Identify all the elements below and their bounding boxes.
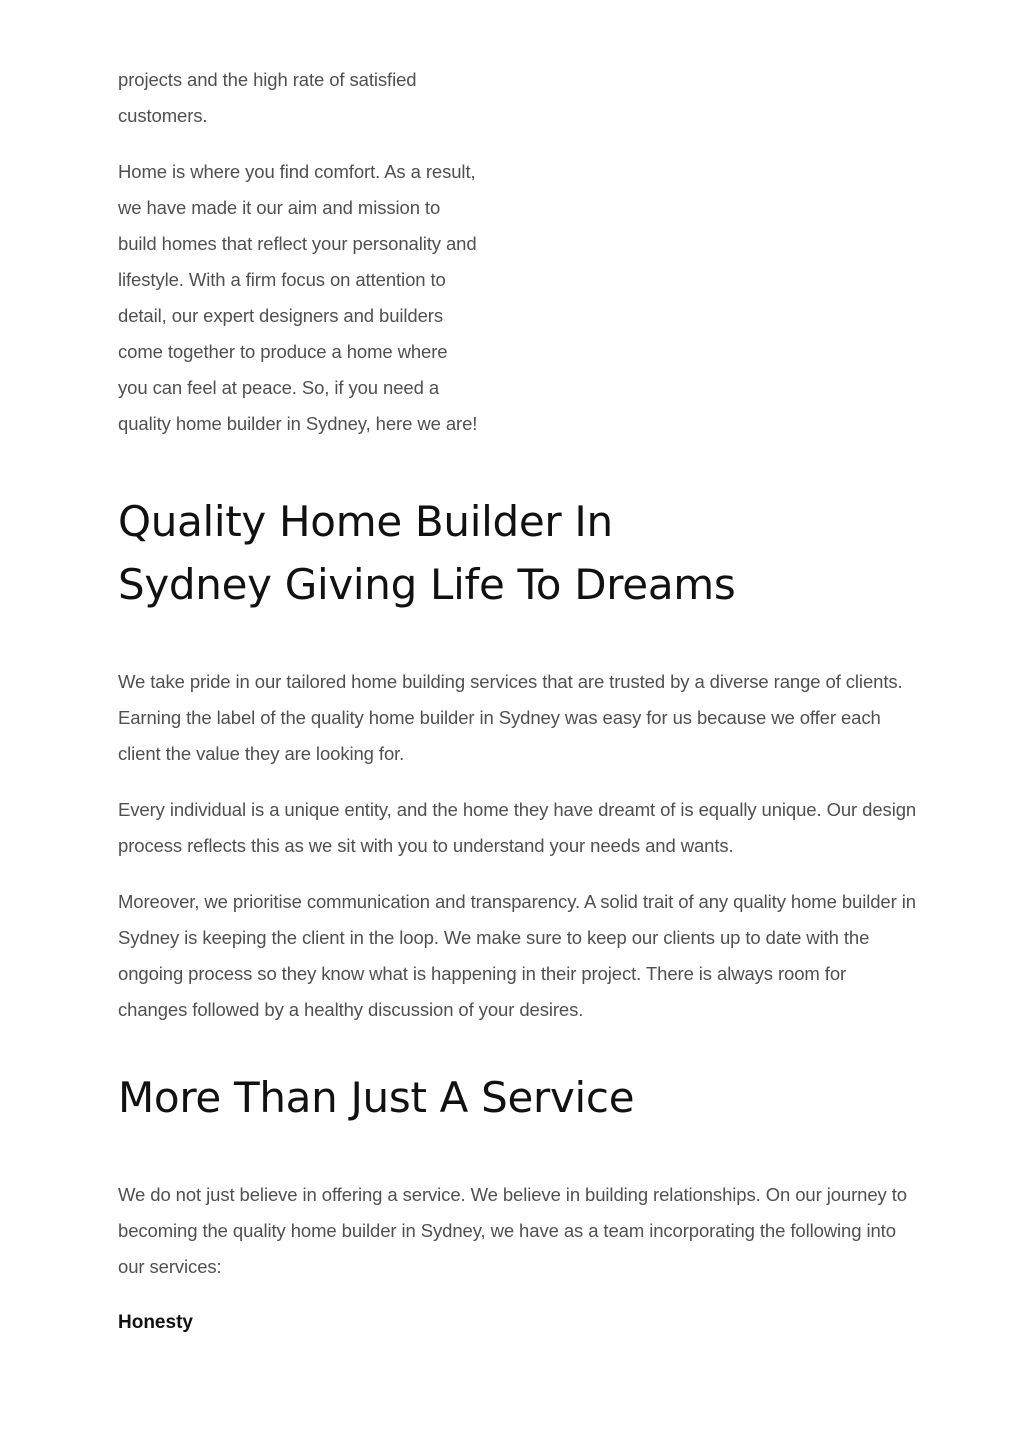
section-heading-more-than-a-service: More Than Just A Service — [118, 1073, 635, 1122]
subheading-honesty: Honesty — [118, 1312, 193, 1333]
intro-section — [118, 62, 480, 442]
intro-paragraph: Home is where you find comfort. As a result, we have made it our aim and mission to build homes that reflect your personality and lifestyle. With a firm focus on attention to detail, our expert designers and builders come together to produce a home where you can feel at peace. So, if you need a quality home builder in Sydney, here we are! — [118, 161, 478, 434]
intro-paragraph: projects and the high rate of satisfied customers. — [118, 69, 417, 126]
body-paragraph: We take pride in our tailored home building services that are trusted by a diverse range of clients. Earning the label of the quality home builder in Sydney was easy for us because we offer each client the value they are looking for. — [118, 671, 903, 764]
service-section-body — [118, 1177, 918, 1341]
body-paragraph: Every individual is a unique entity, and the home they have dreamt of is equally unique. Our design process reflects this as we sit with you to understand your needs and wants. — [118, 799, 917, 856]
quality-section-body — [118, 664, 918, 1028]
body-paragraph: We do not just believe in offering a service. We believe in building relationships. On our journey to becoming the quality home builder in Sydney, we have as a team incorporating the following into our services: — [118, 1184, 907, 1277]
article-content — [118, 62, 918, 1341]
body-paragraph: Moreover, we prioritise communication and transparency. A solid trait of any quality home builder in Sydney is keeping the client in the loop. We make sure to keep our clients up to date with the ongoing process so they know what is happening in their project. There is always room for changes followed by a healthy discussion of your desires. — [118, 891, 916, 1020]
section-heading-quality-home-builder: Quality Home Builder In Sydney Giving Life To Dreams — [118, 497, 736, 609]
